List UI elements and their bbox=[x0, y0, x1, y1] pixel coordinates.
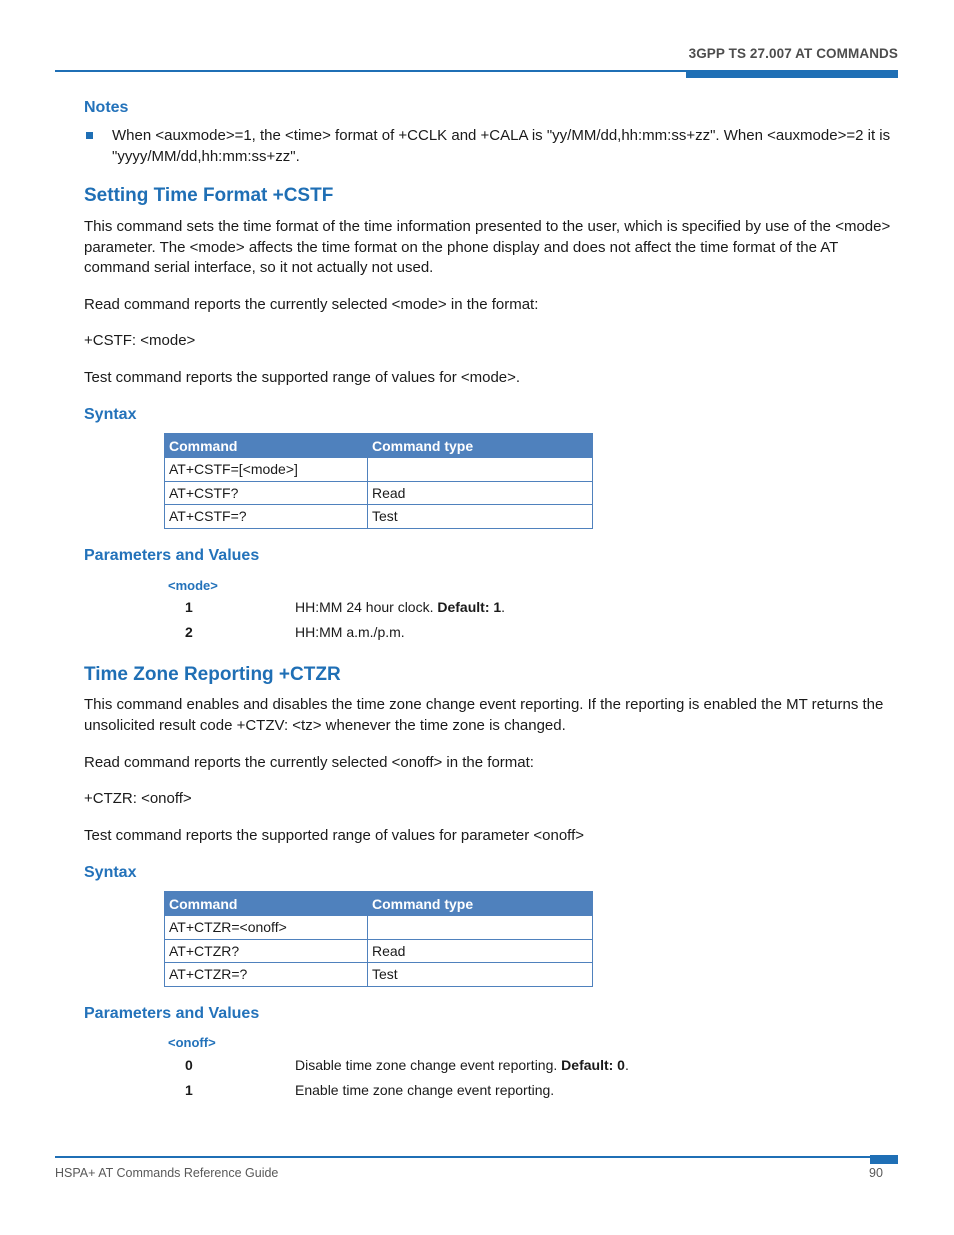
cstf-paragraph-2: Read command reports the currently selected <mode> in the format: bbox=[84, 296, 539, 313]
table-row bbox=[165, 458, 593, 482]
column-header-command: Command bbox=[165, 434, 368, 458]
ctzr-value-1-description: Enable time zone change event reporting. bbox=[295, 1082, 555, 1098]
cstf-value-1-description: HH:MM 24 hour clock. Default: 1. bbox=[295, 599, 506, 615]
cell-command-type bbox=[368, 916, 593, 940]
table-row bbox=[165, 916, 593, 940]
cstf-paragraph-3: +CSTF: <mode> bbox=[84, 332, 196, 349]
cell-command-type bbox=[368, 458, 593, 482]
ctzr-value-0-description: Disable time zone change event reporting. Default: 0. bbox=[295, 1057, 629, 1073]
footer-rule bbox=[55, 1156, 898, 1158]
ctzr-paragraph-2: Read command reports the currently selected <onoff> in the format: bbox=[84, 754, 534, 771]
column-header-command-type: Command type bbox=[368, 434, 593, 458]
ctzr-paragraph-1: This command enables and disables the time zone change event reporting. If the reporting is enabled the MT returns the unsolicited result code +CTZV: <tz> whenever the time zone is changed. bbox=[84, 696, 884, 734]
cell-command: AT+CTZR=<onoff> bbox=[165, 916, 368, 940]
cstf-value-2: 2 bbox=[185, 624, 193, 640]
table-header-row bbox=[165, 434, 593, 458]
default-label: Default: 1 bbox=[437, 599, 502, 615]
default-label: Default: 0 bbox=[561, 1057, 625, 1073]
column-header-command-type: Command type bbox=[368, 892, 593, 916]
cstf-params-heading: Parameters and Values bbox=[84, 547, 260, 564]
cell-command: AT+CTZR? bbox=[165, 939, 368, 963]
ctzr-heading: Time Zone Reporting +CTZR bbox=[84, 664, 341, 685]
page-number: 90 bbox=[869, 1166, 883, 1180]
table-row bbox=[165, 963, 593, 987]
bullet-square-icon bbox=[86, 132, 93, 139]
footer-document-title: HSPA+ AT Commands Reference Guide bbox=[55, 1166, 279, 1180]
header-accent-bar bbox=[686, 70, 898, 78]
ctzr-value-0: 0 bbox=[185, 1057, 193, 1073]
running-header: 3GPP TS 27.007 AT COMMANDS bbox=[688, 46, 898, 61]
notes-heading: Notes bbox=[84, 99, 129, 116]
table-header-row bbox=[165, 892, 593, 916]
footer-accent-bar bbox=[870, 1155, 898, 1164]
cstf-param-name: <mode> bbox=[168, 578, 218, 593]
ctzr-paragraph-3: +CTZR: <onoff> bbox=[84, 790, 192, 807]
cstf-heading: Setting Time Format +CSTF bbox=[84, 185, 334, 206]
cell-command-type: Read bbox=[368, 481, 593, 505]
column-header-command: Command bbox=[165, 892, 368, 916]
cstf-paragraph-4: Test command reports the supported range of values for <mode>. bbox=[84, 369, 521, 386]
table-row bbox=[165, 505, 593, 529]
cstf-paragraph-1: This command sets the time format of the time information presented to the user, which is specified by use of the <mode> parameter. The <mode> affects the time format on the phone display and does not affect the time format of the AT command serial interface, so it not actually not used. bbox=[84, 218, 891, 276]
ctzr-paragraph-4: Test command reports the supported range of values for parameter <onoff> bbox=[84, 827, 585, 844]
ctzr-params-heading: Parameters and Values bbox=[84, 1005, 260, 1022]
cstf-value-1: 1 bbox=[185, 599, 193, 615]
cell-command: AT+CTZR=? bbox=[165, 963, 368, 987]
cell-command-type: Test bbox=[368, 963, 593, 987]
cell-command-type: Test bbox=[368, 505, 593, 529]
cell-command-type: Read bbox=[368, 939, 593, 963]
cell-command: AT+CSTF? bbox=[165, 481, 368, 505]
notes-bullet-text: When <auxmode>=1, the <time> format of +CCLK and +CALA is "yy/MM/dd,hh:mm:ss+zz". When <auxmode>=2 it is "yyyy/MM/dd,hh:mm:ss+zz". bbox=[112, 127, 891, 165]
cell-command: AT+CSTF=? bbox=[165, 505, 368, 529]
ctzr-param-name: <onoff> bbox=[168, 1035, 216, 1050]
cstf-syntax-table bbox=[164, 433, 593, 529]
cell-command: AT+CSTF=[<mode>] bbox=[165, 458, 368, 482]
cstf-value-2-description: HH:MM a.m./p.m. bbox=[295, 624, 405, 640]
table-row bbox=[165, 939, 593, 963]
cstf-syntax-heading: Syntax bbox=[84, 406, 137, 423]
ctzr-syntax-heading: Syntax bbox=[84, 864, 137, 881]
table-row bbox=[165, 481, 593, 505]
ctzr-value-1: 1 bbox=[185, 1082, 193, 1098]
ctzr-syntax-table bbox=[164, 891, 593, 987]
